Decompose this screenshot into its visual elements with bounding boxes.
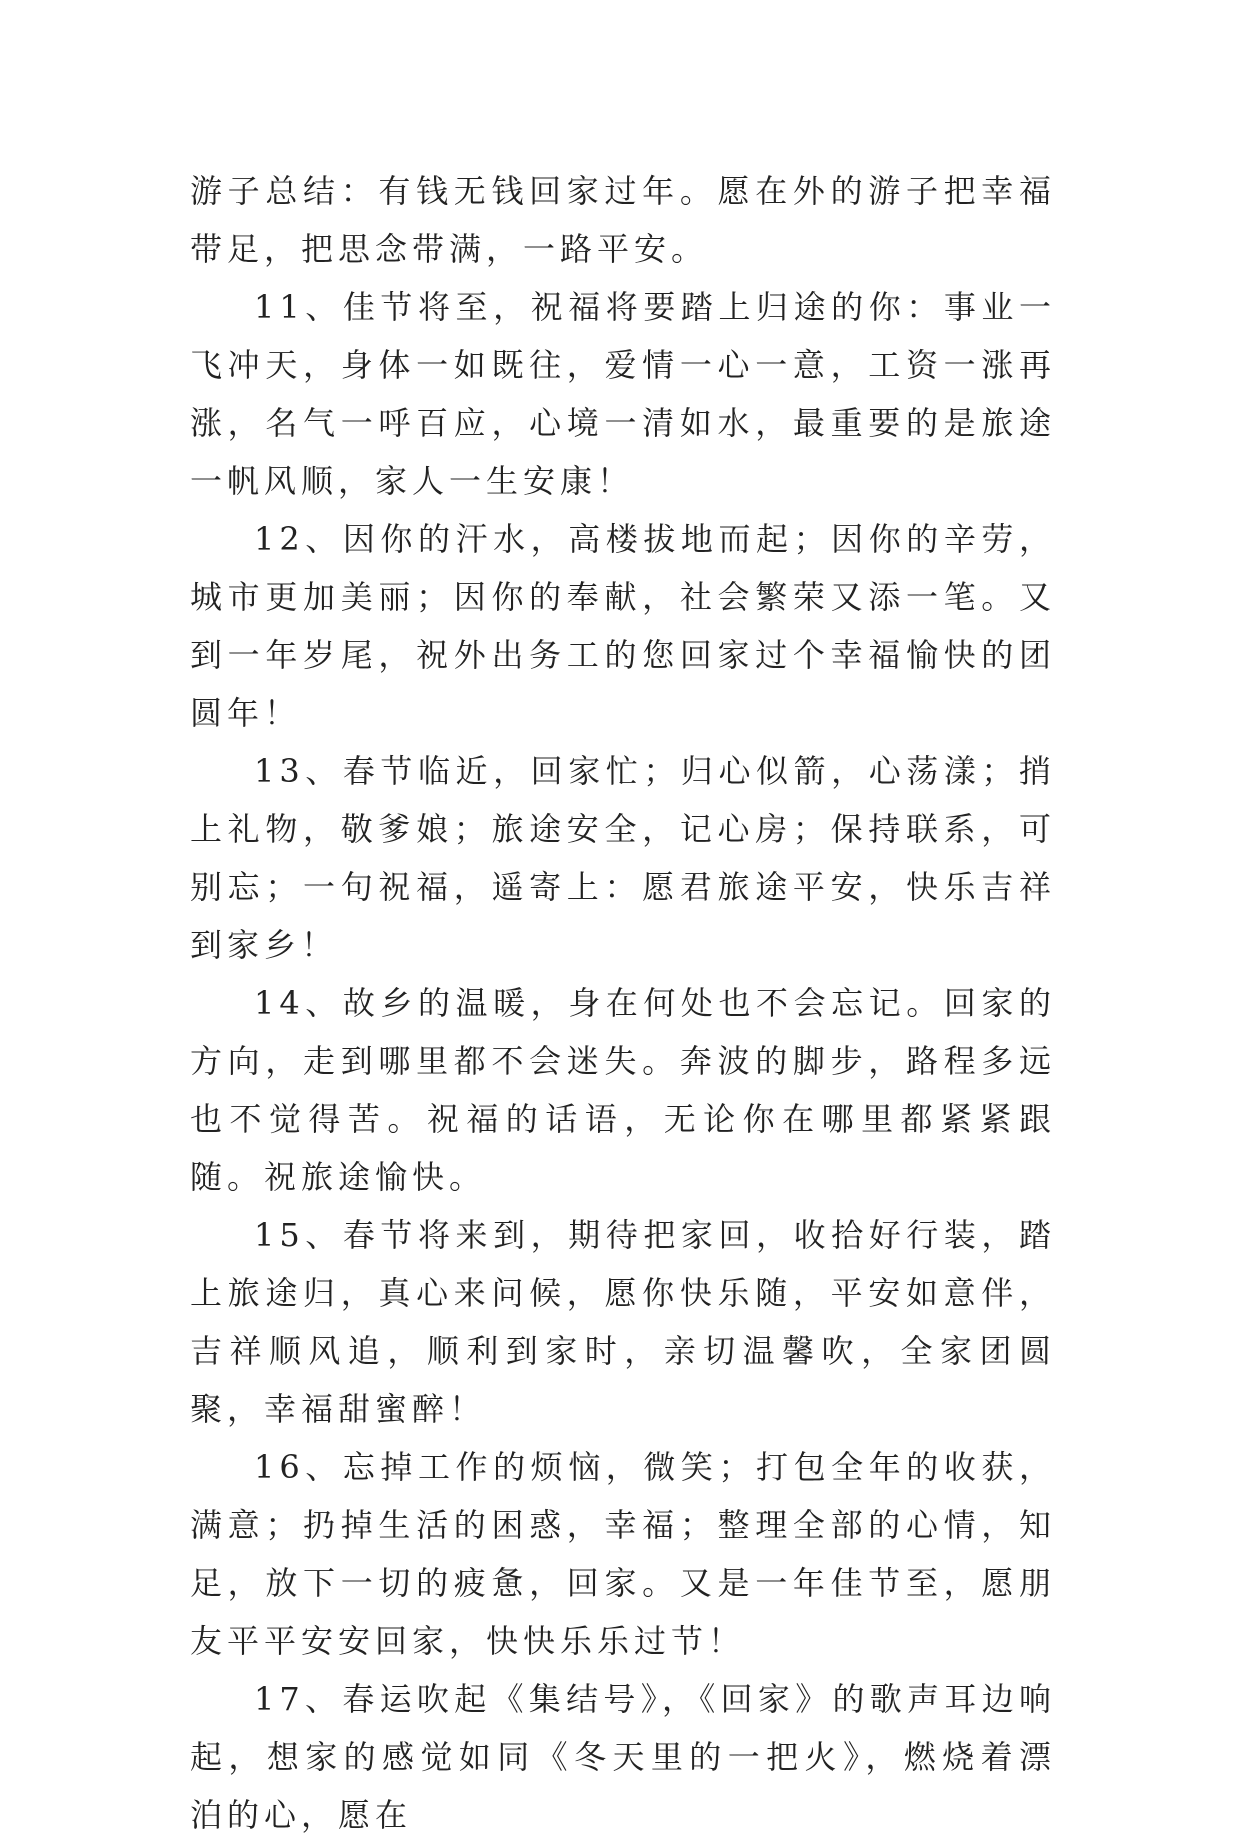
paragraph-15: 15、春节将来到，期待把家回，收拾好行装，踏上旅途归，真心来问候，愿你快乐随，平安如意伴，吉祥顺风追，顺利到家时，亲切温馨吹，全家团圆聚，幸福甜蜜醉！ bbox=[190, 1216, 1056, 1428]
paragraph-11: 11、佳节将至，祝福将要踏上归途的你：事业一飞冲天，身体一如既往，爱情一心一意，工资一涨再涨，名气一呼百应，心境一清如水，最重要的是旅途一帆风顺，家人一生安康！ bbox=[190, 288, 1056, 500]
paragraph-17: 17、春运吹起《集结号》，《回家》的歌声耳边响起，想家的感觉如同《冬天里的一把火》，燃烧着漂泊的心，愿在 bbox=[190, 1680, 1056, 1834]
paragraph-12: 12、因你的汗水，高楼拔地而起；因你的辛劳，城市更加美丽；因你的奉献，社会繁荣又添一笔。又到一年岁尾，祝外出务工的您回家过个幸福愉快的团圆年！ bbox=[190, 520, 1056, 732]
paragraph-14: 14、故乡的温暖，身在何处也不会忘记。回家的方向，走到哪里都不会迷失。奔波的脚步，路程多远也不觉得苦。祝福的话语，无论你在哪里都紧紧跟随。祝旅途愉快。 bbox=[190, 984, 1056, 1196]
paragraph-13: 13、春节临近，回家忙；归心似箭，心荡漾；捎上礼物，敬爹娘；旅途安全，记心房；保持联系，可别忘；一句祝福，遥寄上：愿君旅途平安，快乐吉祥到家乡！ bbox=[190, 752, 1056, 964]
document-body bbox=[190, 162, 1056, 1844]
paragraph-intro: 游子总结：有钱无钱回家过年。愿在外的游子把幸福带足，把思念带满，一路平安。 bbox=[190, 172, 1056, 268]
paragraph-16: 16、忘掉工作的烦恼，微笑；打包全年的收获，满意；扔掉生活的困惑，幸福；整理全部的心情，知足，放下一切的疲惫，回家。又是一年佳节至，愿朋友平平安安回家，快快乐乐过节！ bbox=[190, 1448, 1056, 1660]
